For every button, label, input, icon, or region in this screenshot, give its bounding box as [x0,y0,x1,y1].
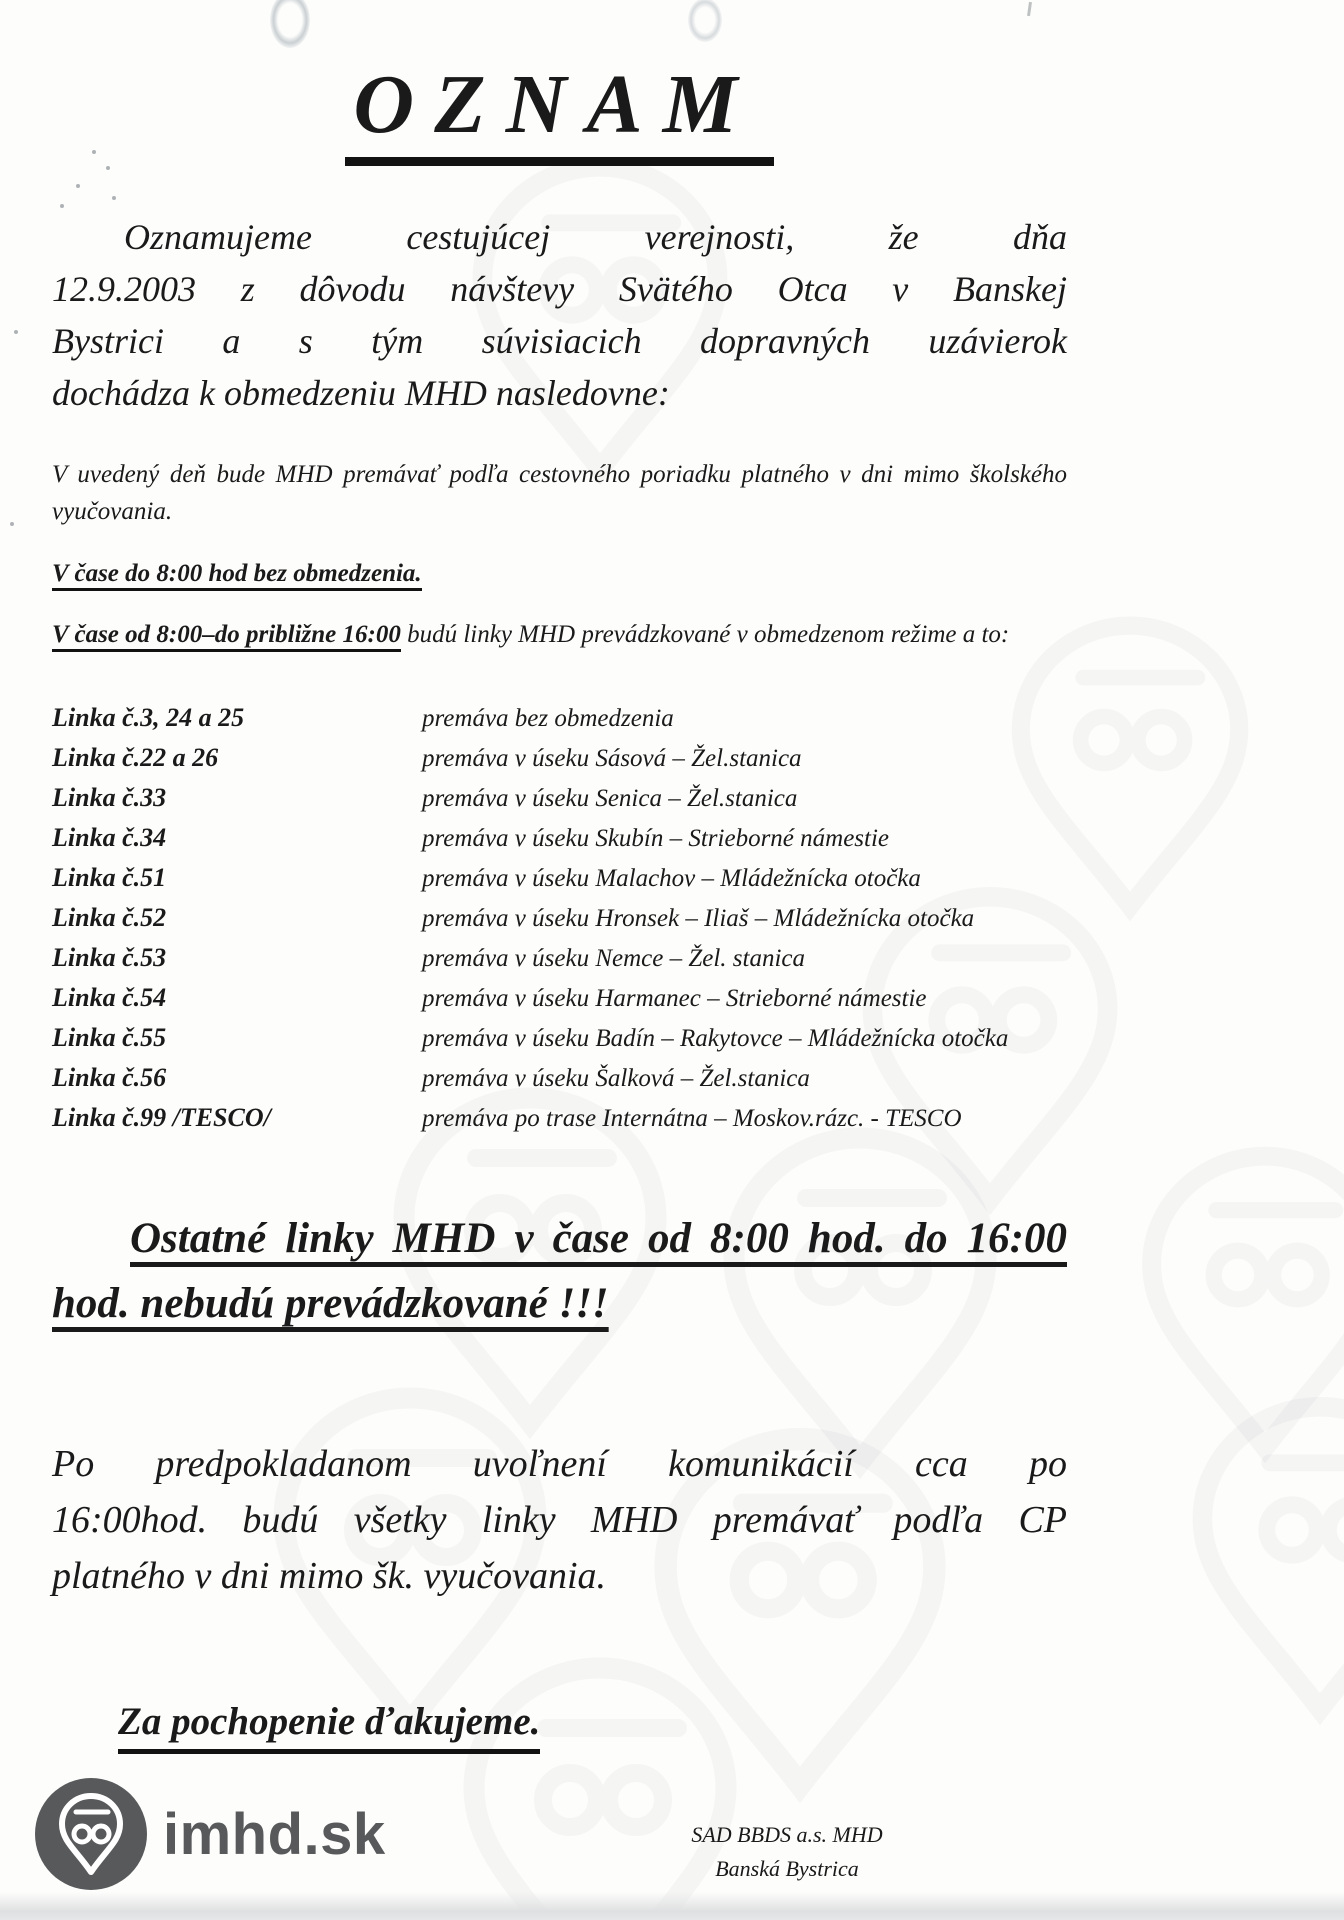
rule-8-to-16-time: V čase od 8:00–do približne 16:00 [52,621,401,652]
intro-line: dochádza k obmedzeniu MHD nasledovne: [52,372,670,413]
line-row [52,983,1067,1013]
intro-line: Bystrici a s tým súvisiacich dopravných uzávierok [52,320,1067,361]
page-title: OZNAM [345,61,773,166]
watermark-pin-icon [1130,1140,1344,1464]
line-service: premáva po trase Internátna – Moskov.rázc. - TESCO [422,1105,962,1132]
line-label: Linka č.52 [52,903,167,932]
scan-edge-shadow [0,1892,1344,1920]
rule-8-to-16 [52,617,1067,653]
line-label: Linka č.54 [52,983,167,1012]
line-service: premáva v úseku Skubín – Strieborné námestie [422,825,890,852]
line-row [52,703,1067,733]
imhd-logo-icon [35,1778,147,1890]
line-row [52,943,1067,973]
line-service: premáva bez obmedzenia [422,705,674,732]
imhd-logo [35,1778,386,1890]
notice-content [0,18,1067,1886]
line-row [52,903,1067,933]
title-block [345,58,773,166]
line-label: Linka č.55 [52,1023,167,1052]
rule-8-to-16-text: budú linky MHD prevádzkované v obmedzenom režime a to: [400,620,1010,648]
imhd-brand-text: imhd.sk [163,1801,386,1867]
line-label: Linka č.56 [52,1063,167,1092]
line-row [52,1103,1067,1133]
no-service-notice: Ostatné linky MHD v čase od 8:00 hod. do 16:00 hod. nebudú prevádzkované !!! [52,1215,1067,1327]
intro-line: 12.9.2003 z dôvodu návštevy Svätého Otca v Banskej [52,269,1067,310]
line-row [52,783,1067,813]
line-row [52,1063,1067,1093]
intro-paragraph [52,212,1067,419]
line-label: Linka č.99 /TESCO/ [52,1103,271,1132]
line-service: premáva v úseku Šalková – Žel.stanica [422,1065,810,1092]
signature-block [622,1818,952,1886]
schedule-note: V uvedený deň bude MHD premávať podľa cestovného poriadku platného v dni mimo školského vyučovania. [52,460,1067,525]
line-service: premáva v úseku Senica – Žel.stanica [422,785,798,812]
after-line: 16:00hod. budú všetky linky MHD premávať podľa CP [52,1499,1067,1542]
line-service: premáva v úseku Badín – Rakytovce – Mládežnícka otočka [422,1025,1009,1052]
after-line: Po predpokladanom uvoľnení komunikácií cca po [52,1443,1067,1485]
line-label: Linka č.51 [52,863,167,892]
watermark-pin-icon [1180,1390,1344,1726]
line-label: Linka č.22 a 26 [52,743,219,772]
line-row [52,823,1067,853]
thanks-line: Za pochopenie ďakujeme. [118,1699,540,1754]
line-label: Linka č.34 [52,823,167,852]
scan-artifact-mark [1027,2,1032,16]
line-row [52,863,1067,893]
line-row [52,1023,1067,1053]
intro-line: Oznamujeme cestujúcej verejnosti, že dňa [124,217,1067,258]
line-service: premáva v úseku Hronsek – Iliaš – Mládežnícka otočka [422,905,975,932]
after-paragraph [52,1436,1067,1605]
signature-city: Banská Bystrica [715,1855,859,1881]
rule-before-8 [52,556,1067,592]
line-label: Linka č.53 [52,943,167,972]
after-line: platného v dni mimo šk. vyučovania. [52,1555,607,1598]
line-row [52,743,1067,773]
line-service: premáva v úseku Harmanec – Strieborné námestie [422,985,927,1012]
signature-org: SAD BBDS a.s. MHD [691,1821,883,1847]
line-label: Linka č.3, 24 a 25 [52,703,245,732]
line-restrictions-list [52,703,1067,1133]
line-label: Linka č.33 [52,783,167,812]
line-service: premáva v úseku Sásová – Žel.stanica [422,745,802,772]
line-service: premáva v úseku Nemce – Žel. stanica [422,945,805,972]
rule-before-8-text: V čase do 8:00 hod bez obmedzenia. [52,560,422,591]
line-service: premáva v úseku Malachov – Mládežnícka otočka [422,865,921,892]
